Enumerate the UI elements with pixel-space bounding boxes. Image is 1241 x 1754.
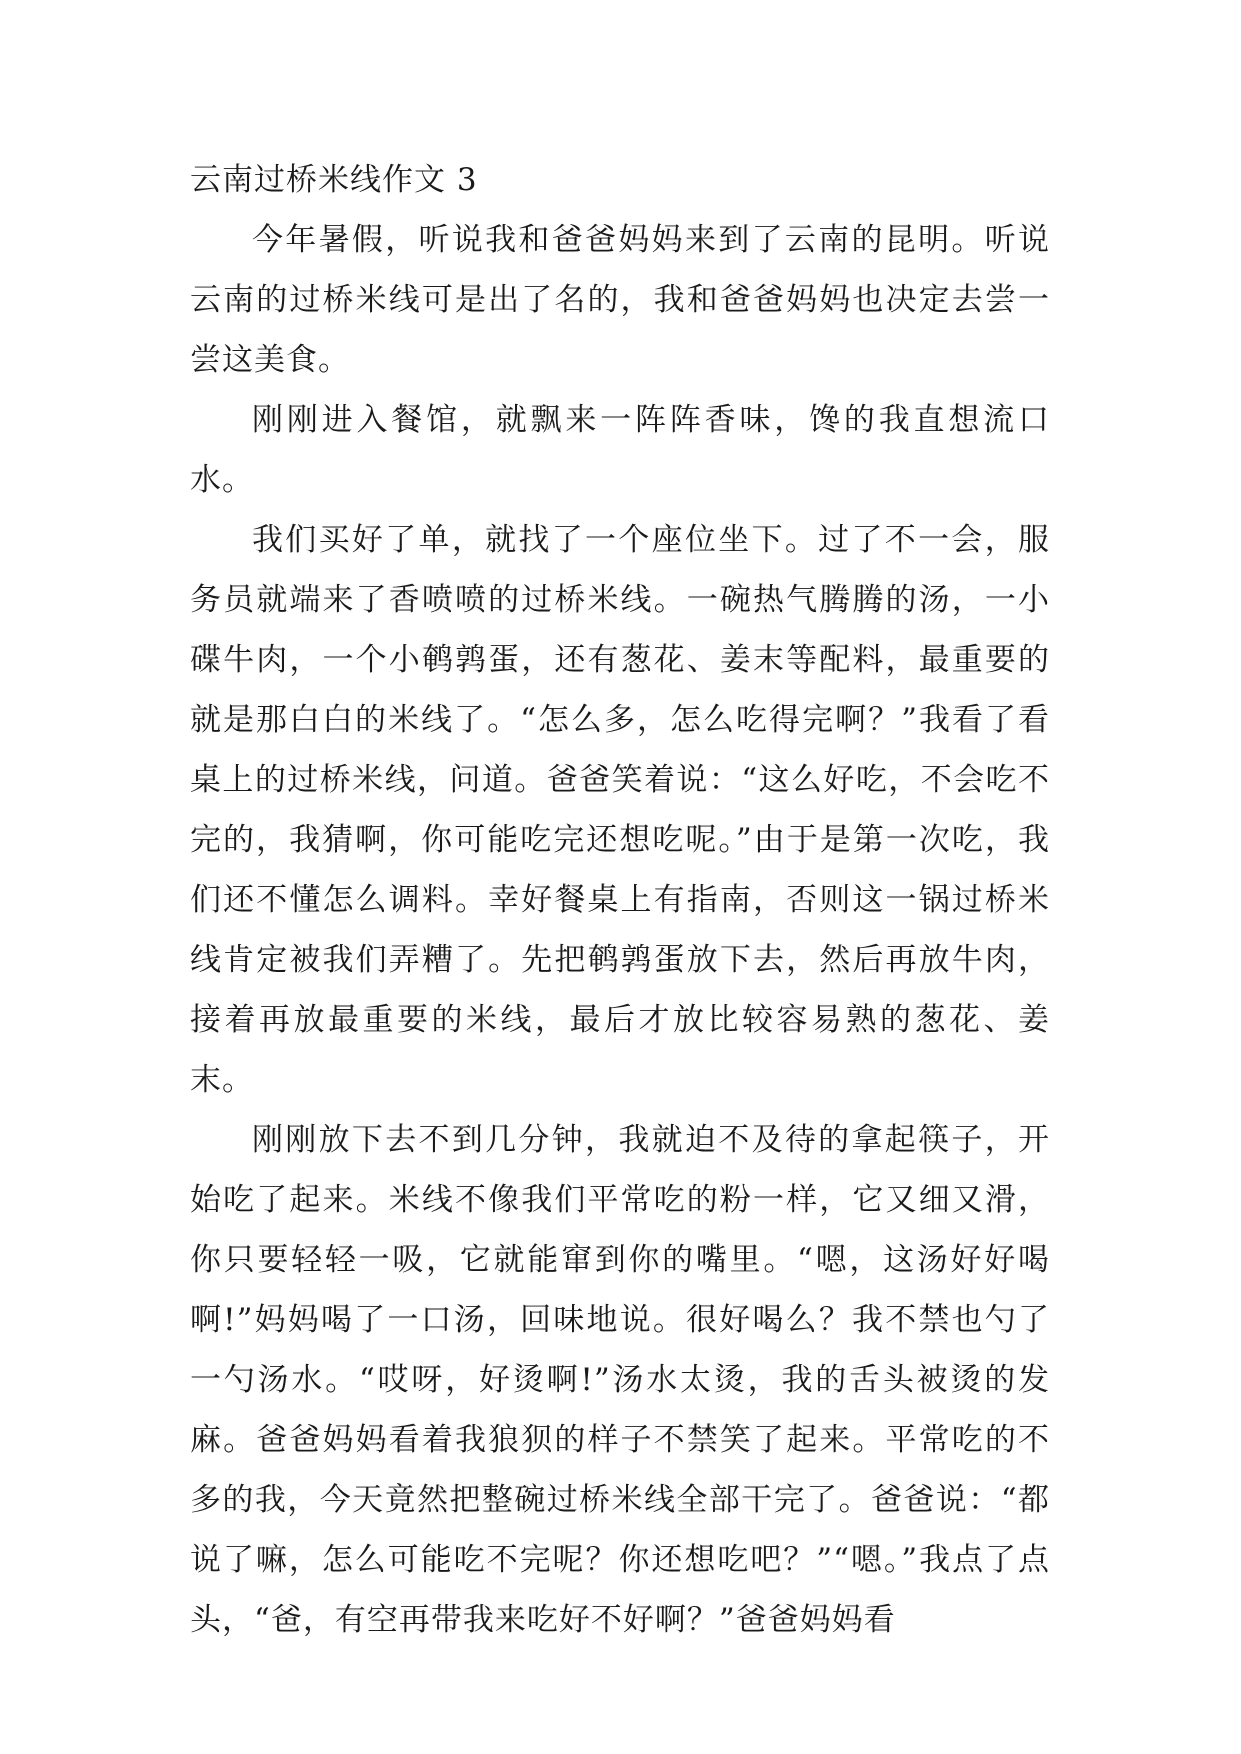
paragraph-3: 我们买好了单，就找了一个座位坐下。过了不一会，服务员就端来了香喷喷的过桥米线。一碗热气腾腾的汤，一小碟牛肉，一个小鹌鹑蛋，还有葱花、姜末等配料，最重要的就是那白白的米线了。“怎么多，怎么吃得完啊？”我看了看桌上的过桥米线，问道。爸爸笑着说：“这么好吃，不会吃不完的，我猜啊，你可能吃完还想吃呢。”由于是第一次吃，我们还不懂怎么调料。幸好餐桌上有指南，否则这一锅过桥米线肯定被我们弄糟了。先把鹌鹑蛋放下去，然后再放牛肉，接着再放最重要的米线，最后才放比较容易熟的葱花、姜末。	[190, 522, 1050, 1098]
document-title: 云南过桥米线作文 3	[190, 162, 478, 198]
paragraph-2: 刚刚进入餐馆，就飘来一阵阵香味，馋的我直想流口水。	[190, 402, 1050, 498]
paragraph-1: 今年暑假，听说我和爸爸妈妈来到了云南的昆明。听说云南的过桥米线可是出了名的，我和爸爸妈妈也决定去尝一尝这美食。	[190, 222, 1050, 378]
document-body	[190, 150, 1050, 1650]
paragraph-4: 刚刚放下去不到几分钟，我就迫不及待的拿起筷子，开始吃了起来。米线不像我们平常吃的粉一样，它又细又滑，你只要轻轻一吸，它就能窜到你的嘴里。“嗯，这汤好好喝啊!”妈妈喝了一口汤，回味地说。很好喝么？我不禁也勺了一勺汤水。“哎呀，好烫啊!”汤水太烫，我的舌头被烫的发麻。爸爸妈妈看着我狼狈的样子不禁笑了起来。平常吃的不多的我，今天竟然把整碗过桥米线全部干完了。爸爸说：“都说了嘛，怎么可能吃不完呢？你还想吃吧？”“嗯。”我点了点头，“爸，有空再带我来吃好不好啊？”爸爸妈妈看	[190, 1122, 1050, 1638]
